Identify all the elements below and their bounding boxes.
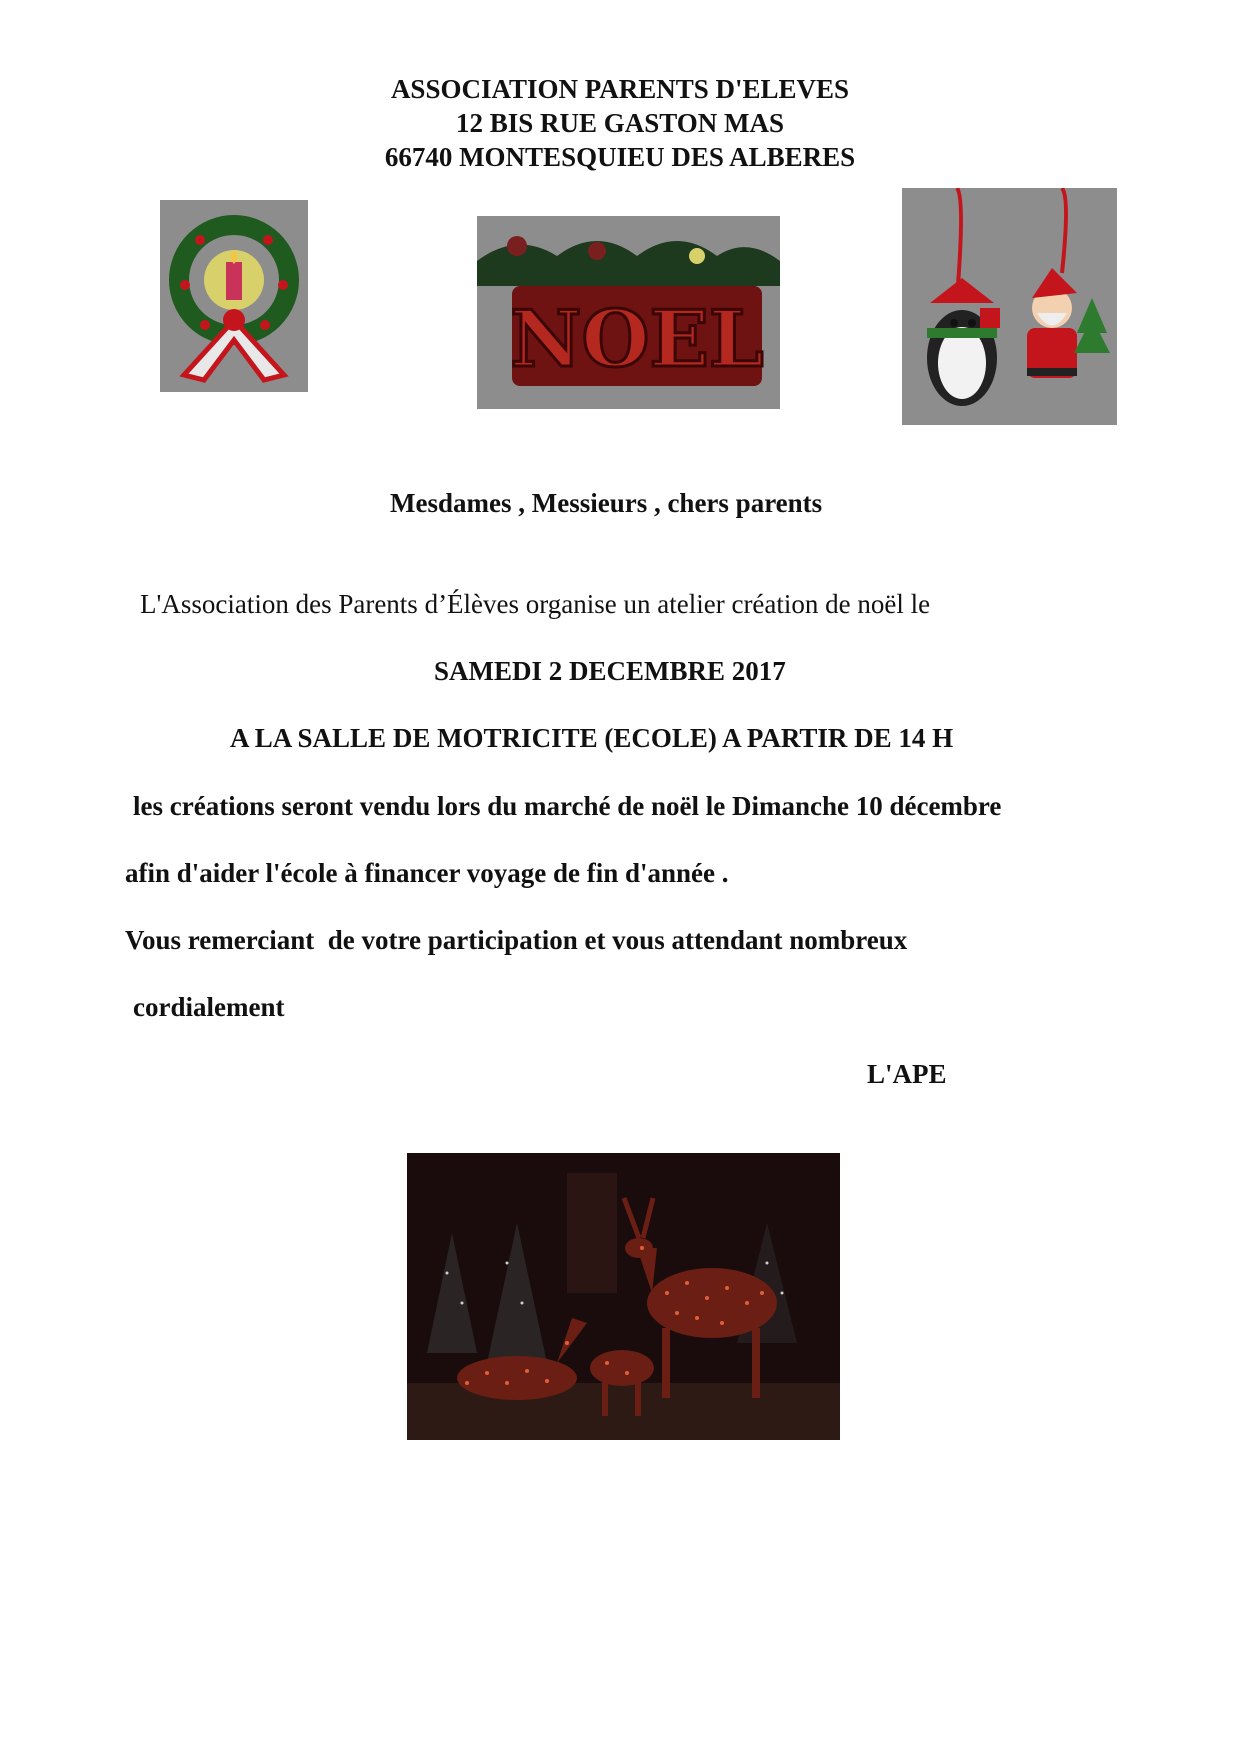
- signature: L'APE: [867, 1059, 947, 1089]
- wreath-image: [160, 200, 308, 392]
- header-line-name: ASSOCIATION PARENTS D'ELEVES: [390, 74, 850, 104]
- header-line-city: 66740 MONTESQUIEU DES ALBERES: [384, 142, 856, 172]
- reindeer-lights-photo: [407, 1153, 840, 1440]
- association-header: [0, 72, 1240, 174]
- thanks-line: Vous remerciant de votre participation et vous attendant nombreux: [125, 925, 908, 955]
- closing-line: cordialement: [133, 992, 285, 1022]
- sale-line: les créations seront vendu lors du marché de noël le Dimanche 10 décembre: [133, 791, 1002, 821]
- intro-text: L'Association des Parents d’Élèves organise un atelier création de noël le: [140, 589, 931, 619]
- ornaments-illustration: [902, 188, 1117, 425]
- event-location: A LA SALLE DE MOTRICITE (ECOLE) A PARTIR DE 14 H: [230, 723, 954, 753]
- aim-line: afin d'aider l'école à financer voyage de fin d'année .: [125, 858, 729, 888]
- header-line-street: 12 BIS RUE GASTON MAS: [455, 108, 785, 138]
- noel-sign-image: [477, 216, 780, 409]
- noel-sign-illustration: [477, 216, 780, 409]
- ornaments-image: [902, 188, 1117, 425]
- event-date: SAMEDI 2 DECEMBRE 2017: [434, 656, 786, 686]
- reindeer-lights-illustration: [407, 1153, 840, 1440]
- noel-sign-text: NOEL: [510, 294, 764, 385]
- wreath-illustration: [160, 200, 308, 392]
- greeting: Mesdames , Messieurs , chers parents: [390, 488, 823, 518]
